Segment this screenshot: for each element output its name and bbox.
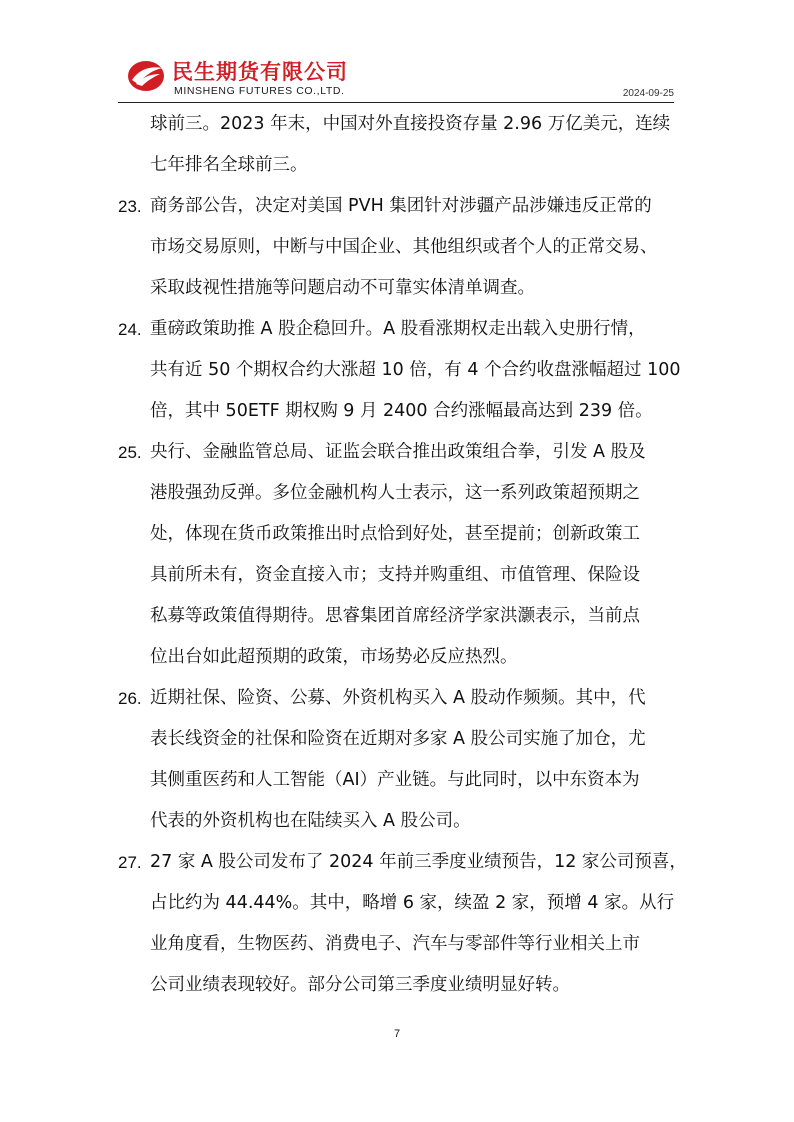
paragraph-line: 央行、金融监管总局、证监会联合推出政策组合拳，引发 A 股及 xyxy=(150,442,646,462)
paragraph-line: 业角度看，生物医药、消费电子、汽车与零部件等行业相关上市 xyxy=(150,934,640,954)
paragraph-line: 27 家 A 股公司发布了 2024 年前三季度业绩预告，12 家公司预喜， xyxy=(150,852,687,872)
paragraph-line: 倍，其中 50ETF 期权购 9 月 2400 合约涨幅最高达到 239 倍。 xyxy=(150,401,653,421)
item-number: 27. xyxy=(118,853,142,872)
paragraph-line: 港股强劲反弹。多位金融机构人士表示，这一系列政策超预期之 xyxy=(150,483,640,503)
document-body xyxy=(118,104,687,1006)
paragraph-line: 近期社保、险资、公募、外资机构买入 A 股动作频频。其中，代 xyxy=(150,688,646,708)
news-item-27 xyxy=(118,842,687,1006)
paragraph-line: 采取歧视性措施等问题启动不可靠实体清单调查。 xyxy=(150,278,535,298)
paragraph-line: 表长线资金的社保和险资在近期对多家 A 股公司实施了加仓，尤 xyxy=(150,729,646,749)
header-divider xyxy=(118,102,674,103)
item-number: 26. xyxy=(118,689,142,708)
paragraph-line: 代表的外资机构也在陆续买入 A 股公司。 xyxy=(150,811,471,831)
page-number: 7 xyxy=(393,1028,401,1040)
news-item-25 xyxy=(118,432,678,678)
paragraph-line: 占比约为 44.44%。其中，略增 6 家，续盈 2 家，预增 4 家。从行 xyxy=(150,893,675,913)
news-item-24 xyxy=(118,309,681,432)
paragraph-line: 处，体现在货币政策推出时点恰到好处，甚至提前；创新政策工 xyxy=(150,524,640,544)
paragraph-continued xyxy=(118,104,678,186)
report-date: 2024-09-25 xyxy=(622,88,674,99)
item-number: 25. xyxy=(118,443,142,462)
paragraph-line: 商务部公告，决定对美国 PVH 集团针对涉疆产品涉嫌违反正常的 xyxy=(150,196,652,216)
news-item-23 xyxy=(118,186,678,309)
company-name-cn: 民生期货有限公司 xyxy=(172,60,348,84)
page-header xyxy=(118,50,674,102)
minsheng-logo-icon xyxy=(126,58,166,94)
paragraph-line: 重磅政策助推 A 股企稳回升。A 股看涨期权走出载入史册行情， xyxy=(150,319,646,339)
company-name-en: MINSHENG FUTURES CO.,LTD. xyxy=(174,85,345,97)
paragraph-line: 球前三。2023 年末，中国对外直接投资存量 2.96 万亿美元，连续 xyxy=(150,114,671,134)
paragraph-line: 市场交易原则，中断与中国企业、其他组织或者个人的正常交易、 xyxy=(150,237,658,257)
paragraph-line: 位出台如此超预期的政策，市场势必反应热烈。 xyxy=(150,647,518,667)
paragraph-line: 公司业绩表现较好。部分公司第三季度业绩明显好转。 xyxy=(150,975,570,995)
paragraph-line: 具前所未有，资金直接入市；支持并购重组、市值管理、保险设 xyxy=(150,565,640,585)
paragraph-line: 共有近 50 个期权合约大涨超 10 倍，有 4 个合约收盘涨幅超过 100 xyxy=(150,360,681,380)
news-item-26 xyxy=(118,678,678,842)
item-number: 24. xyxy=(118,320,142,339)
company-logo xyxy=(126,56,366,100)
paragraph-line: 七年排名全球前三。 xyxy=(150,155,308,175)
paragraph-line: 其侧重医药和人工智能（AI）产业链。与此同时，以中东资本为 xyxy=(150,770,640,790)
paragraph-line: 私募等政策值得期待。思睿集团首席经济学家洪灏表示，当前点 xyxy=(150,606,640,626)
item-number: 23. xyxy=(118,197,142,216)
